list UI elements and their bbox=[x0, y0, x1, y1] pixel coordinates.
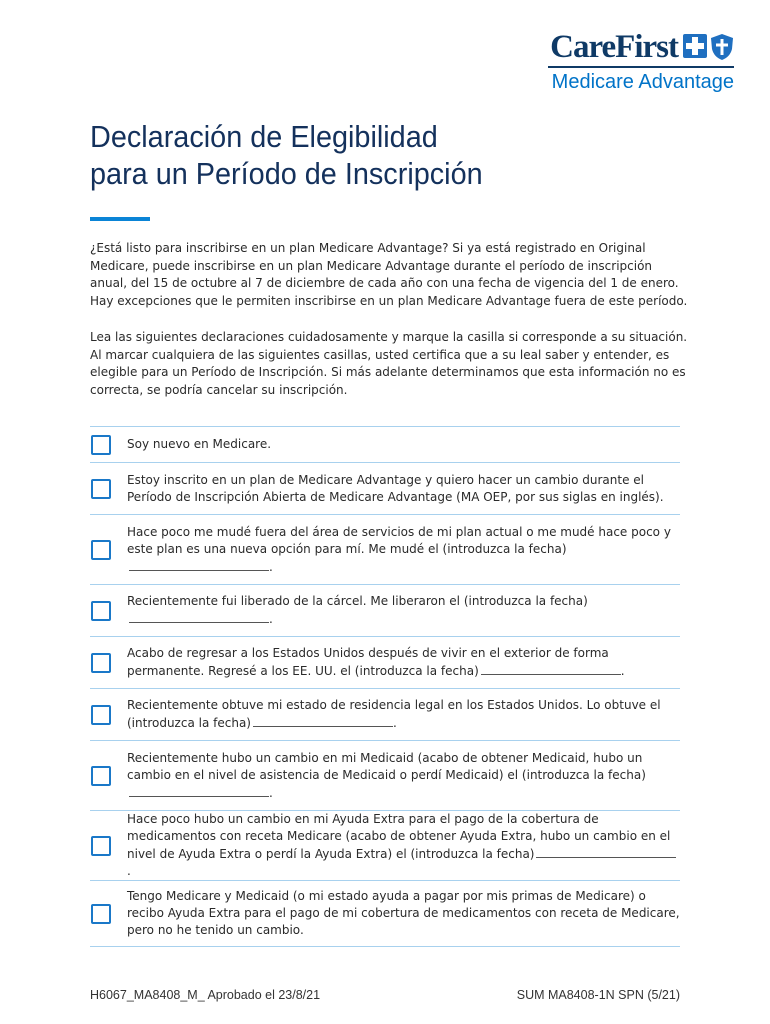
checklist-item bbox=[90, 881, 680, 947]
date-input-line[interactable] bbox=[129, 610, 269, 623]
checklist-item bbox=[90, 515, 680, 585]
checklist-item bbox=[90, 689, 680, 741]
checklist-item-text: Recientemente hubo un cambio en mi Medicaid (acabo de obtener Medicaid, hubo un cambio en el nivel de asistencia de Medicaid o perdí Medicaid) el (introduzca la fecha) . bbox=[127, 750, 646, 800]
date-input-line[interactable] bbox=[129, 784, 269, 797]
checkbox[interactable] bbox=[91, 653, 111, 673]
eligibility-checklist bbox=[90, 426, 680, 947]
checkbox[interactable] bbox=[91, 836, 111, 856]
logo-wordmark: CareFirst bbox=[550, 29, 678, 65]
footer-form-number: SUM MA8408-1N SPN (5/21) bbox=[516, 988, 680, 1002]
checklist-item-text: Recientemente fui liberado de la cárcel. Me liberaron el (introduzca la fecha) . bbox=[127, 594, 588, 626]
checklist-item bbox=[90, 585, 680, 637]
blue-cross-icon bbox=[682, 33, 708, 59]
carefirst-logo bbox=[548, 30, 734, 96]
checklist-item bbox=[90, 637, 680, 689]
footer-code: H6067_MA8408_M_ Aprobado el 23/8/21 bbox=[90, 988, 321, 1002]
checkbox[interactable] bbox=[91, 479, 111, 499]
date-input-line[interactable] bbox=[536, 845, 676, 858]
checkbox[interactable] bbox=[91, 705, 111, 725]
checkbox[interactable] bbox=[91, 435, 111, 455]
title-accent-bar bbox=[90, 217, 150, 221]
logo-rule bbox=[548, 66, 734, 68]
logo-subtitle: Medicare Advantage bbox=[551, 71, 734, 93]
checkbox[interactable] bbox=[91, 766, 111, 786]
checklist-item bbox=[90, 427, 680, 463]
date-input-line[interactable] bbox=[129, 558, 269, 571]
checklist-item bbox=[90, 811, 680, 881]
checklist-item-text: Estoy inscrito en un plan de Medicare Advantage y quiero hacer un cambio durante el Período de Inscripción Abierta de Medicare Advantage (MA OEP, por sus siglas en inglés). bbox=[127, 472, 664, 504]
checklist-item-text: Recientemente obtuve mi estado de residencia legal en los Estados Unidos. Lo obtuve el (introduzca la fecha) . bbox=[127, 698, 661, 730]
checklist-item bbox=[90, 741, 680, 811]
page-title bbox=[90, 118, 648, 192]
date-input-line[interactable] bbox=[481, 662, 621, 675]
blue-shield-icon bbox=[710, 33, 734, 61]
checkbox[interactable] bbox=[91, 904, 111, 924]
checklist-item-text: Hace poco hubo un cambio en mi Ayuda Extra para el pago de la cobertura de medicamentos con receta Medicare (acabo de obtener Ayuda Extra, hubo un cambio en el nivel de Ayuda Extra o perdí la Ayuda Extra) el (introduzca la fecha). bbox=[127, 811, 680, 880]
checklist-item-text: Soy nuevo en Medicare. bbox=[127, 437, 272, 451]
intro-paragraph-1: ¿Está listo para inscribirse en un plan Medicare Advantage? Si ya está registrado en Original Medicare, puede inscribirse en un plan Medicare Advantage durante el período de inscripción anual, del 15 de octubre al 7 de diciembre de cada año con una fecha de vigencia del 1 de enero. Hay excepciones que le permiten inscribirse en un plan Medicare Advantage fuera de este período. bbox=[90, 241, 688, 308]
checklist-item-text: Hace poco me mudé fuera del área de servicios de mi plan actual o me mudé hace poco y este plan es una nueva opción para mí. Me mudé el (introduzca la fecha) . bbox=[127, 524, 671, 574]
title-line-1: Declaración de Elegibilidad bbox=[90, 119, 438, 154]
date-input-line[interactable] bbox=[253, 714, 393, 727]
title-line-2: para un Período de Inscripción bbox=[90, 156, 483, 191]
checklist-item-text: Tengo Medicare y Medicaid (o mi estado ayuda a pagar por mis primas de Medicare) o recibo Ayuda Extra para el pago de mi cobertura de medicamentos con receta de Medicare, pero no he tenido un cambio. bbox=[127, 889, 680, 937]
checkbox[interactable] bbox=[91, 540, 111, 560]
checklist-item-text: Acabo de regresar a los Estados Unidos después de vivir en el exterior de forma permanente. Regresé a los EE. UU. el (introduzca la fecha) . bbox=[127, 646, 625, 678]
checklist-item bbox=[90, 463, 680, 515]
intro-paragraph-2: Lea las siguientes declaraciones cuidadosamente y marque la casilla si corresponde a su situación. Al marcar cualquiera de las siguientes casillas, usted certifica que a su leal saber y entender, es elegible para un Período de Inscripción. Si más adelante determinamos que esta información no es correcta, se podría cancelar su inscripción. bbox=[90, 330, 688, 397]
checkbox[interactable] bbox=[91, 601, 111, 621]
